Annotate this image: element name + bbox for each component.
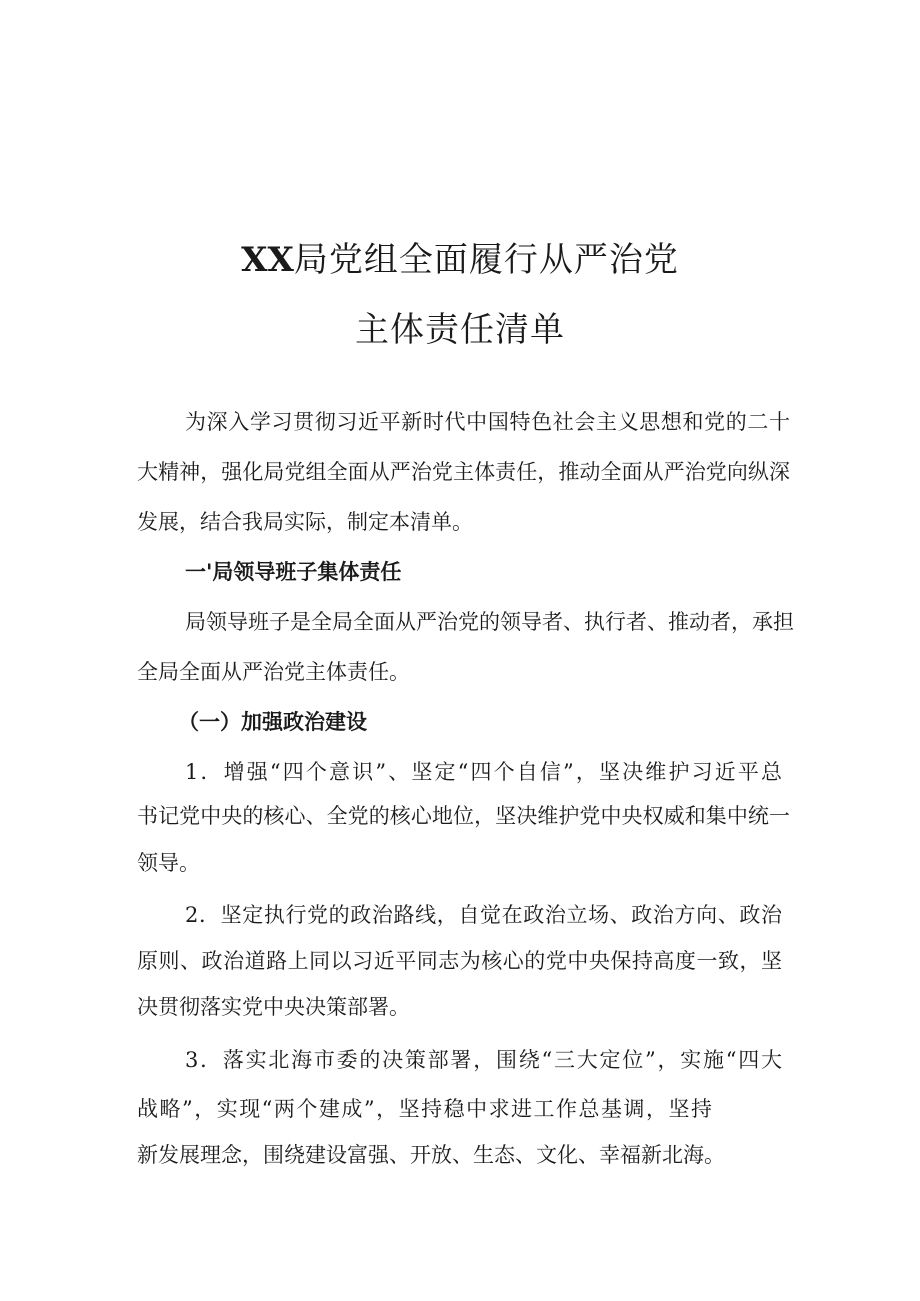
item-2-line-2: 原则、政治道路上同以习近平同志为核心的党中央保持高度一致，坚: [137, 949, 782, 973]
item-3-line-3: 新发展理念，围绕建设富强、开放、生态、文化、幸福新北海。: [137, 1143, 725, 1167]
item-2-line-3: 决贯彻落实党中央决策部署。: [137, 995, 410, 1019]
item-3-line-1: 3．落实北海市委的决策部署，围绕“三大定位”，实施“四大: [185, 1048, 782, 1072]
item-1-line-1: 1．增强“四个意识”、坚定“四个自信”，坚决维护习近平总: [185, 760, 782, 784]
section-1-para-line-1: 局领导班子是全局全面从严治党的领导者、执行者、推动者，承担: [185, 610, 794, 634]
item-1-line-3: 领导。: [137, 851, 200, 875]
document-title-line-2: 主体责任清单: [355, 310, 565, 350]
item-1-line-2: 书记党中央的核心、全党的核心地位，坚决维护党中央权威和集中统一: [137, 804, 790, 828]
section-1-para-line-2: 全局全面从严治党主体责任。: [137, 660, 410, 684]
subsection-1-heading: （一）加强政治建设: [178, 709, 367, 734]
intro-line-1: 为深入学习贯彻习近平新时代中国特色社会主义思想和党的二十: [185, 410, 790, 434]
document-title-line-1: [0, 232, 920, 281]
intro-line-3: 发展，结合我局实际，制定本清单。: [137, 510, 473, 534]
title-line-1-text: 局党组全面履行从严治党: [293, 240, 679, 280]
intro-line-2: 大精神，强化局党组全面从严治党主体责任，推动全面从严治党向纵深: [137, 460, 790, 484]
item-3-line-2: 战略”，实现“两个建成”，坚持稳中求进工作总基调，坚持: [137, 1097, 712, 1121]
section-1-heading: 一'局领导班子集体责任: [185, 559, 402, 584]
item-2-line-1: 2．坚定执行党的政治路线，自觉在政治立场、政治方向、政治: [185, 903, 782, 927]
title-prefix: XX: [241, 240, 294, 280]
